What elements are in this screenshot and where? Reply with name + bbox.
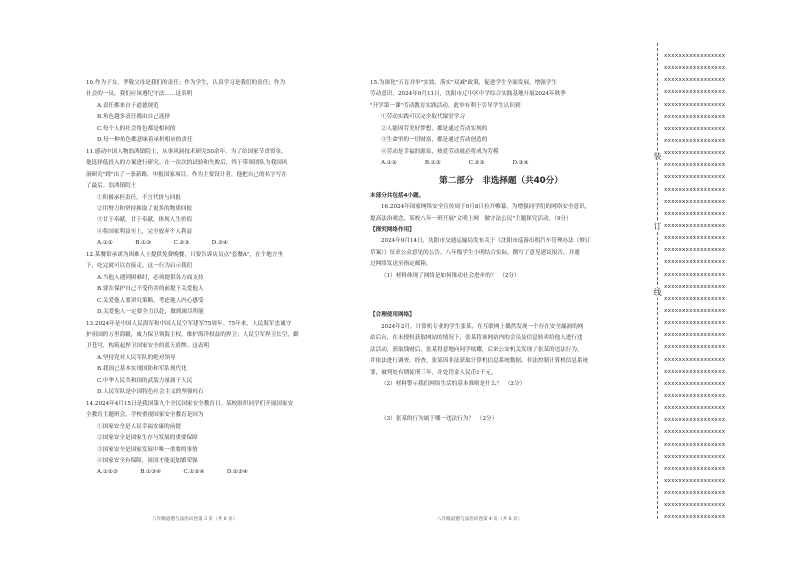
answer-space[interactable] — [370, 390, 632, 414]
text-line: 全教育主题班会。学校重视国家安全教育是因为 — [86, 412, 204, 419]
option-line: ①国家安全是人民幸福安康的前提 — [97, 423, 181, 430]
binding-x-row: xxxxxxxxxxxxxxxxx — [664, 150, 726, 157]
option-line: B.要在保护自己不受伤害的前提下关爱他人 — [97, 286, 204, 293]
binding-x-row: xxxxxxxxxxxxxxxxx — [664, 283, 726, 290]
text-line: 13.2024年是中国人民海军和中国人民空军建军75周年。75年来，人民海军忠诚守 — [86, 320, 292, 327]
binding-x-row: xxxxxxxxxxxxxxxxx — [664, 368, 726, 375]
option-line: ②人能因劳美好梦想，都是通过劳动实现的 — [381, 125, 488, 132]
binding-x-row: xxxxxxxxxxxxxxxxx — [664, 235, 726, 242]
text-line: 护祖国的万里海疆，威力保卫领海主权，维护海洋权益的捍卫；人民空军捍卫长空，御 — [86, 331, 299, 338]
binding-x-row: xxxxxxxxxxxxxxxxx — [664, 477, 726, 484]
binding-x-row: xxxxxxxxxxxxxxxxx — [664, 259, 726, 266]
binding-x-row: xxxxxxxxxxxxxxxxx — [664, 89, 726, 96]
binding-x-row: xxxxxxxxxxxxxxxxx — [664, 453, 726, 460]
sub-question: （2）材料警示我们网络生活的基本准则是什么？ （2分） — [381, 380, 526, 387]
binding-x-row: xxxxxxxxxxxxxxxxx — [664, 222, 726, 229]
binding-x-row: xxxxxxxxxxxxxxxxx — [664, 429, 726, 436]
option-line: C.每个人的社会角色都是相同的 — [97, 125, 176, 132]
binding-x-row: xxxxxxxxxxxxxxxxx — [664, 344, 726, 351]
binding-x-row: xxxxxxxxxxxxxxxxx — [664, 65, 726, 72]
binding-char: 装 — [651, 152, 664, 162]
binding-x-row: xxxxxxxxxxxxxxxxx — [664, 490, 726, 497]
option-line: A.当他人遇到困难时，必须提供各方面支持 — [97, 274, 204, 281]
answer-choices: A.①② B.①③ C.②③ D.③④ — [381, 160, 529, 167]
binding-x-row: xxxxxxxxxxxxxxxxx — [664, 380, 726, 387]
option-line: ④国家安全有保障，祖国才能更加繁荣强 — [97, 457, 198, 464]
page-footer-right: 八年级道德与法治试卷第 4 页（共 8 页） — [437, 517, 523, 522]
answer-choices: A.①② B.①③ C.②③ D.③④ — [97, 240, 228, 247]
binding-x-row: xxxxxxxxxxxxxxxxx — [664, 186, 726, 193]
text-line: 11.感动中国人物翁鸿镇院士，从事风洞技术研究50余年。为了给国家节省资金， — [86, 148, 287, 155]
option-line: ③国家安全是国家发展中唯一重要的事情 — [97, 446, 198, 453]
option-line: D.人民军队是中国特色社会主义的坚强柱石 — [97, 389, 204, 396]
binding-char: 订 — [651, 222, 664, 232]
binding-x-row: xxxxxxxxxxxxxxxxx — [664, 502, 726, 509]
section-title: 第二部分 非选择题（共40分） — [439, 175, 563, 186]
option-line: ②用努力和坚持换取了更多的物质回报 — [97, 205, 193, 212]
text-line: 站后台，在未授权获取网站的情况下，张某将该网站内的会员及信息转卖给他人进行违 — [370, 335, 583, 342]
option-line: ①积极承担责任，不言代价与回报 — [97, 194, 181, 201]
binding-x-row: xxxxxxxxxxxxxxxxx — [664, 405, 726, 412]
text-line: 提高法治观念，某校八年一班开展"文明上网 做守法公民"主题探究活动。（9分） — [370, 215, 572, 222]
option-line: D.每一种角色都意味着承担相应的责任 — [97, 137, 193, 144]
binding-char: 线 — [651, 288, 664, 298]
text-line: 过网络发送至指定邮箱。 — [370, 261, 432, 268]
binding-x-row: xxxxxxxxxxxxxxxxx — [664, 320, 726, 327]
text-line: 下，吃完就可以直接走。这一行为启示我们 — [86, 263, 193, 270]
text-line: 15.为深化"五育并举"实效，落实"双减"政策，促进学生全面发展，增强学生 — [370, 80, 558, 86]
option-line: A.责任都来自于道德规范 — [97, 102, 159, 109]
section-note: 本部分共包括4小题。 — [370, 192, 425, 199]
option-line: ③生命里的一切财富，都是通过劳动创造的 — [381, 137, 488, 144]
text-line: 并依法进行调查。经查，张某因非法获取计算机信息系统数据、非法控制计算机信息系统 — [370, 358, 589, 365]
option-line: B.角色越多责任都由自己选择 — [97, 114, 171, 121]
text-line: 14.2024年4月15日是我国第九个全民国家安全教育日。某校组织同学们开展国家安 — [86, 400, 294, 407]
text-line: 卫苍穹，构筑起捍卫国家安全的蓝天盾牌。这表明 — [86, 343, 210, 350]
subsection-heading: 【合理使用网络】 — [370, 312, 415, 319]
text-line: 10.作为子女，孝敬父母是我们的责任；作为学生，认真学习是我们的责任；作为 — [86, 80, 286, 86]
binding-x-row: xxxxxxxxxxxxxxxxx — [664, 307, 726, 314]
binding-x-row: xxxxxxxxxxxxxxxxx — [664, 101, 726, 108]
binding-x-row: xxxxxxxxxxxxxxxxx — [664, 247, 726, 254]
binding-x-row: xxxxxxxxxxxxxxxxx — [664, 77, 726, 84]
text-line: 罪，被判处有期徒刑三年，并处罚金人民币1千元。 — [370, 369, 497, 376]
text-line: "开学第一课"劳动教育实践活动。此举有利于引导学生认识到 — [370, 102, 521, 109]
answer-space[interactable] — [370, 282, 632, 310]
binding-x-row: xxxxxxxxxxxxxxxxx — [664, 125, 726, 132]
text-line: 草案）》征求公众意见的公告。八年级学生小明结合实际，撰写了意见建议报告，并通 — [370, 249, 580, 256]
text-line: 2024年2月，计算机专业的学生张某，在互联网上偶然发现一个存在安全漏洞的网 — [381, 323, 584, 330]
answer-choices: A.①②③ B.①③④ C.①②④ D.②③④ — [97, 469, 248, 476]
text-line: 了最后。翁鸿镇院士 — [86, 183, 137, 190]
text-line: 劳动意识，2024年9月11日，沈阳市辽中区中学综合实践基地开展2024年秋季 — [370, 91, 566, 98]
right-page-questions — [370, 78, 632, 426]
page-footer-left: 八年级道德与法治试卷第 3 页（共 8 页） — [152, 517, 238, 522]
binding-x-row: xxxxxxxxxxxxxxxxx — [664, 113, 726, 120]
sub-question: （3）张某的行为属于哪一违法行为？ （2分） — [381, 416, 498, 423]
binding-x-row: xxxxxxxxxxxxxxxxx — [664, 441, 726, 448]
binding-dashed-line — [657, 43, 658, 519]
binding-x-row: xxxxxxxxxxxxxxxxx — [664, 514, 726, 521]
binding-x-row: xxxxxxxxxxxxxxxxx — [664, 198, 726, 205]
option-line: ④劳动是幸福的源泉，热爱劳动就必将成为劳模 — [381, 148, 499, 155]
text-line: 法活动，获取钱财后，张某得意地向同学炫耀，后来公安机关发现了张某的违法行为， — [370, 346, 583, 353]
binding-x-row: xxxxxxxxxxxxxxxxx — [664, 271, 726, 278]
sub-question: （1）材料体现了网络是如何推动社会进步的？ （2分） — [381, 272, 520, 279]
option-line: ①劳动实践可以完全取代课堂学习 — [381, 114, 465, 121]
binding-x-row: xxxxxxxxxxxxxxxxx — [664, 417, 726, 424]
text-line: 2024年9月14日，沈阳市交通运输局发布关于《沈阳市巡游出租汽车管理办法（修订 — [381, 238, 591, 245]
option-line: ④将国家利益至上，完全放弃个人利益 — [97, 228, 193, 235]
option-line: ③甘于奉献，甘于奉献，体现人生价值 — [97, 217, 193, 224]
binding-x-row: xxxxxxxxxxxxxxxxx — [664, 174, 726, 181]
text-line: 16.2024年国家网络安全宣传周于9月8日拉开帷幕。为增强同学们的网络安全意识， — [381, 204, 591, 211]
binding-x-row: xxxxxxxxxxxxxxxxx — [664, 53, 726, 59]
binding-x-row: xxxxxxxxxxxxxxxxx — [664, 465, 726, 472]
option-line: ②国家安全是国家生存与发展的重要保障 — [97, 435, 198, 442]
option-line: A.坚持党对人民军队的绝对领导 — [97, 354, 176, 361]
option-line: C.中华人民共和国的武装力量属于人民 — [97, 377, 193, 384]
binding-margin-pattern — [664, 50, 788, 523]
option-line: C.关爱他人要讲究策略，考虑他人内心感受 — [97, 297, 204, 304]
binding-x-row: xxxxxxxxxxxxxxxxx — [664, 210, 726, 217]
binding-x-row: xxxxxxxxxxxxxxxxx — [664, 162, 726, 169]
left-page-questions — [86, 78, 348, 479]
binding-x-row: xxxxxxxxxxxxxxxxx — [664, 137, 726, 144]
binding-x-row: xxxxxxxxxxxxxxxxx — [664, 332, 726, 339]
text-line: 社会的一员，我们应该遵纪守法……这表明 — [86, 91, 193, 98]
text-line: 洞研究"蹚"出了一条新路，申报国家项目，作为主要设计者，他把自己的名字写在 — [86, 171, 287, 178]
text-line: 他选择低投入的方案进行研究。在一次次的试验和失败后，终于带领团队为我国风 — [86, 160, 288, 167]
binding-x-row: xxxxxxxxxxxxxxxxx — [664, 356, 726, 363]
subsection-heading: 【探究网络作用】 — [370, 226, 415, 233]
binding-x-row: xxxxxxxxxxxxxxxxx — [664, 392, 726, 399]
option-line: D.关爱他人一定要全力以赴，做到竭尽所能 — [97, 309, 204, 316]
text-line: 12.某餐馆承诺为困难人士提供免费晚餐，只要告诉店员点"套餐A"，在个地方坐 — [86, 251, 284, 258]
option-line: B.我国已基本实现国防和军队现代化 — [97, 366, 187, 373]
binding-x-row: xxxxxxxxxxxxxxxxx — [664, 295, 726, 302]
